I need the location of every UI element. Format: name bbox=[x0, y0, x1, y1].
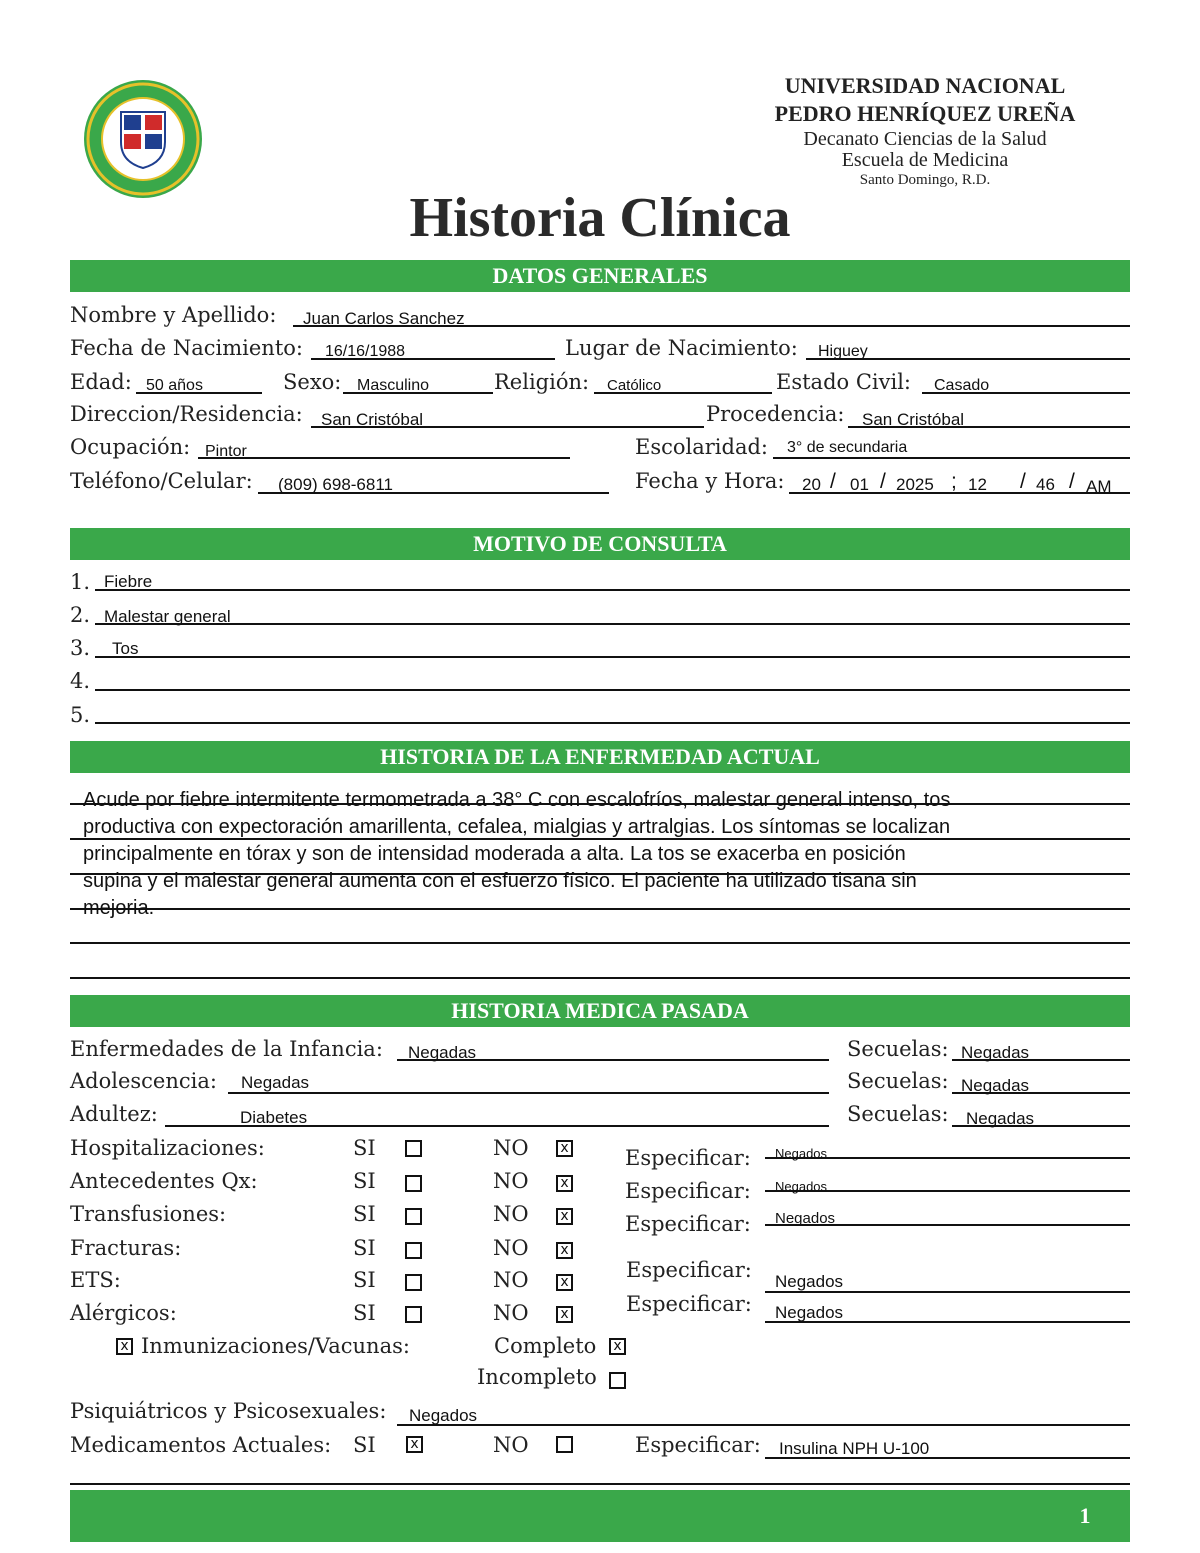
transfusiones-si-label: SI bbox=[353, 1202, 376, 1226]
school-name: Escuela de Medicina bbox=[841, 149, 1009, 171]
medicamentos-label: Medicamentos Actuales: bbox=[70, 1433, 332, 1457]
historia-text-line-4[interactable]: supina y el malestar general aumenta con el esfuerzo físico. El paciente ha utilizado tisana sin bbox=[83, 870, 917, 892]
fecha-mes: 01 bbox=[850, 475, 869, 494]
page-title: Historia Clínica bbox=[409, 187, 791, 249]
alergicos-no-checkbox[interactable]: x bbox=[556, 1306, 573, 1323]
city: Santo Domingo, R.D. bbox=[859, 172, 991, 188]
fecha-anio: 2025 bbox=[896, 475, 934, 494]
fracturas-no-label: NO bbox=[493, 1236, 529, 1260]
transfusiones-no-checkbox[interactable]: x bbox=[556, 1208, 573, 1225]
adolescencia-label: Adolescencia: bbox=[70, 1069, 217, 1093]
alergicos-especificar-label: Especificar: bbox=[626, 1292, 752, 1316]
fecha-nacimiento-label: Fecha de Nacimiento: bbox=[70, 336, 303, 360]
medicamentos-especificar-label: Especificar: bbox=[635, 1433, 761, 1457]
completo-checkbox[interactable]: x bbox=[609, 1338, 626, 1355]
hospitalizaciones-si-label: SI bbox=[353, 1136, 376, 1160]
fecha-hora-label: Fecha y Hora: bbox=[635, 469, 785, 493]
medicamentos-no-checkbox[interactable] bbox=[556, 1436, 573, 1453]
antecedentes-qx-especificar-value: Negados bbox=[775, 1179, 828, 1194]
ets-no-label: NO bbox=[493, 1268, 529, 1292]
transfusiones-no-label: NO bbox=[493, 1202, 529, 1226]
adolescencia-value: Negadas bbox=[241, 1073, 310, 1092]
ets-si-label: SI bbox=[353, 1268, 376, 1292]
secuelas-value-1: Negadas bbox=[961, 1043, 1030, 1062]
medicamentos-si-label: SI bbox=[353, 1433, 376, 1457]
psiquiatricos-label: Psiquiátricos y Psicosexuales: bbox=[70, 1399, 387, 1423]
motivo-line-2[interactable] bbox=[95, 623, 1130, 625]
motivo-num-4: 4. bbox=[70, 669, 91, 693]
secuelas-label-1: Secuelas: bbox=[847, 1037, 949, 1061]
ets-especificar-value: Negados bbox=[775, 1272, 844, 1291]
adultez-label: Adultez: bbox=[70, 1102, 158, 1126]
adultez-value: Diabetes bbox=[240, 1108, 308, 1127]
antecedentes-qx-label: Antecedentes Qx: bbox=[70, 1169, 258, 1193]
ocupacion-label: Ocupación: bbox=[70, 435, 191, 459]
psiquiatricos-line[interactable] bbox=[397, 1424, 1130, 1426]
alergicos-no-label: NO bbox=[493, 1301, 529, 1325]
fracturas-label: Fracturas: bbox=[70, 1236, 182, 1260]
edad-value: 50 años bbox=[146, 377, 203, 394]
motivo-num-1: 1. bbox=[70, 570, 91, 594]
antecedentes-qx-especificar-label: Especificar: bbox=[625, 1179, 751, 1203]
antecedentes-qx-no-checkbox[interactable]: x bbox=[556, 1175, 573, 1192]
motivo-num-3: 3. bbox=[70, 636, 91, 660]
edad-label: Edad: bbox=[70, 370, 132, 394]
fecha-sep-1: / bbox=[830, 470, 836, 493]
medicamentos-especificar-value: Insulina NPH U-100 bbox=[779, 1439, 930, 1458]
telefono-label: Teléfono/Celular: bbox=[70, 469, 253, 493]
hora-sep: / bbox=[1020, 470, 1026, 493]
fracturas-no-checkbox[interactable]: x bbox=[556, 1242, 573, 1259]
estado-civil-value: Casado bbox=[934, 377, 990, 394]
hospitalizaciones-especificar-label: Especificar: bbox=[625, 1146, 751, 1170]
historia-text-line-3[interactable]: principalmente en tórax y son de intensidad moderada a alta. La tos se exacerba en posición bbox=[83, 843, 906, 865]
motivo-line-3[interactable] bbox=[95, 656, 1130, 658]
medicamentos-si-checkbox[interactable]: x bbox=[406, 1436, 423, 1453]
nombre-value: Juan Carlos Sanchez bbox=[303, 309, 465, 328]
estado-civil-label: Estado Civil: bbox=[776, 370, 911, 394]
adolescencia-line[interactable] bbox=[228, 1092, 829, 1094]
historia-text-line-5[interactable]: mejoria. bbox=[83, 897, 155, 919]
sexo-label: Sexo: bbox=[283, 370, 342, 394]
hospitalizaciones-si-checkbox[interactable] bbox=[405, 1140, 422, 1157]
lugar-nacimiento-label: Lugar de Nacimiento: bbox=[565, 336, 798, 360]
secuelas-label-2: Secuelas: bbox=[847, 1069, 949, 1093]
psiquiatricos-value: Negados bbox=[409, 1406, 478, 1425]
infancia-label: Enfermedades de la Infancia: bbox=[70, 1037, 383, 1061]
escolaridad-line[interactable] bbox=[773, 457, 1130, 459]
hospitalizaciones-no-label: NO bbox=[493, 1136, 529, 1160]
antecedentes-qx-no-label: NO bbox=[493, 1169, 529, 1193]
minuto-sep: / bbox=[1069, 470, 1075, 493]
hospitalizaciones-no-checkbox[interactable]: x bbox=[556, 1140, 573, 1157]
motivo-line-5[interactable] bbox=[95, 722, 1130, 724]
ets-si-checkbox[interactable] bbox=[405, 1274, 422, 1291]
motivo-text-2: Malestar general bbox=[104, 607, 231, 626]
procedencia-value: San Cristóbal bbox=[862, 410, 965, 429]
fecha-hora-line[interactable] bbox=[789, 492, 1130, 494]
nombre-label: Nombre y Apellido: bbox=[70, 303, 277, 327]
transfusiones-especificar-value: Negados bbox=[775, 1210, 836, 1227]
hospitalizaciones-label: Hospitalizaciones: bbox=[70, 1136, 265, 1160]
religion-label: Religión: bbox=[494, 370, 590, 394]
section-datos-generales: DATOS GENERALES bbox=[70, 260, 1130, 292]
incompleto-label: Incompleto bbox=[477, 1365, 597, 1389]
fracturas-si-label: SI bbox=[353, 1236, 376, 1260]
motivo-line-4[interactable] bbox=[95, 689, 1130, 691]
transfusiones-especificar-label: Especificar: bbox=[625, 1212, 751, 1236]
dean-office: Decanato Ciencias de la Salud bbox=[803, 128, 1047, 150]
alergicos-si-checkbox[interactable] bbox=[405, 1306, 422, 1323]
university-name-line1: UNIVERSIDAD NACIONAL bbox=[784, 73, 1066, 98]
fecha-dia: 20 bbox=[802, 475, 821, 494]
inmunizaciones-checkbox[interactable]: x bbox=[116, 1338, 133, 1355]
antecedentes-qx-si-checkbox[interactable] bbox=[405, 1175, 422, 1192]
fracturas-si-checkbox[interactable] bbox=[405, 1242, 422, 1259]
completo-label: Completo bbox=[494, 1334, 597, 1358]
university-seal bbox=[82, 78, 204, 200]
escolaridad-value: 3° de secundaria bbox=[787, 439, 908, 456]
closing-rule bbox=[70, 1483, 1130, 1485]
page-number: 1 bbox=[1079, 1503, 1091, 1528]
section-motivo-consulta: MOTIVO DE CONSULTA bbox=[70, 528, 1130, 560]
direccion-label: Direccion/Residencia: bbox=[70, 402, 303, 426]
fecha-nacimiento-value: 16/16/1988 bbox=[325, 343, 406, 360]
ets-no-checkbox[interactable]: x bbox=[556, 1274, 573, 1291]
motivo-line-1[interactable] bbox=[95, 589, 1130, 591]
ets-label: ETS: bbox=[70, 1268, 121, 1292]
sexo-value: Masculino bbox=[357, 377, 430, 394]
motivo-num-5: 5. bbox=[70, 703, 91, 727]
minuto-value: 46 bbox=[1036, 475, 1055, 494]
alergicos-especificar-value: Negados bbox=[775, 1303, 844, 1322]
historia-line-6 bbox=[70, 977, 1130, 979]
section-historia-pasada: HISTORIA MEDICA PASADA bbox=[70, 995, 1130, 1027]
inmunizaciones-label: Inmunizaciones/Vacunas: bbox=[141, 1334, 410, 1358]
secuelas-label-3: Secuelas: bbox=[847, 1102, 949, 1126]
secuelas-value-2: Negadas bbox=[961, 1076, 1030, 1095]
fecha-sep-2: / bbox=[880, 470, 886, 493]
fecha-sep-3: ; bbox=[951, 470, 957, 493]
hora-value: 12 bbox=[968, 475, 987, 494]
ocupacion-line[interactable] bbox=[198, 457, 570, 459]
procedencia-label: Procedencia: bbox=[706, 402, 845, 426]
motivo-text-3: Tos bbox=[112, 639, 139, 658]
ampm-value: AM bbox=[1086, 477, 1112, 496]
medicamentos-no-label: NO bbox=[493, 1433, 529, 1457]
footer-bar bbox=[70, 1490, 1130, 1542]
direccion-value: San Cristóbal bbox=[321, 410, 424, 429]
university-name-line2: PEDRO HENRÍQUEZ UREÑA bbox=[774, 101, 1076, 126]
historia-text-line-1[interactable]: Acude por fiebre intermitente termometrada a 38° C con escalofríos, malestar general intenso, tos bbox=[83, 789, 951, 811]
motivo-num-2: 2. bbox=[70, 603, 91, 627]
alergicos-label: Alérgicos: bbox=[70, 1301, 177, 1325]
section-historia-actual: HISTORIA DE LA ENFERMEDAD ACTUAL bbox=[70, 741, 1130, 773]
lugar-nacimiento-value: Higuey bbox=[818, 343, 868, 360]
hospitalizaciones-especificar-value: Negados bbox=[775, 1146, 828, 1161]
historia-text-line-2[interactable]: productiva con expectoración amarillenta, cefalea, mialgias y artralgias. Los síntomas se localizan bbox=[83, 816, 951, 838]
telefono-value: (809) 698-6811 bbox=[278, 475, 393, 494]
incompleto-checkbox[interactable] bbox=[609, 1372, 626, 1389]
ocupacion-value: Pintor bbox=[205, 443, 247, 460]
historia-line-5 bbox=[70, 942, 1130, 944]
escolaridad-label: Escolaridad: bbox=[635, 435, 768, 459]
infancia-value: Negadas bbox=[408, 1043, 477, 1062]
antecedentes-qx-si-label: SI bbox=[353, 1169, 376, 1193]
secuelas-value-3: Negadas bbox=[966, 1109, 1035, 1128]
alergicos-si-label: SI bbox=[353, 1301, 376, 1325]
transfusiones-si-checkbox[interactable] bbox=[405, 1208, 422, 1225]
transfusiones-label: Transfusiones: bbox=[70, 1202, 227, 1226]
religion-value: Católico bbox=[607, 377, 662, 394]
ets-especificar-label: Especificar: bbox=[626, 1258, 752, 1282]
motivo-text-1: Fiebre bbox=[104, 572, 153, 591]
